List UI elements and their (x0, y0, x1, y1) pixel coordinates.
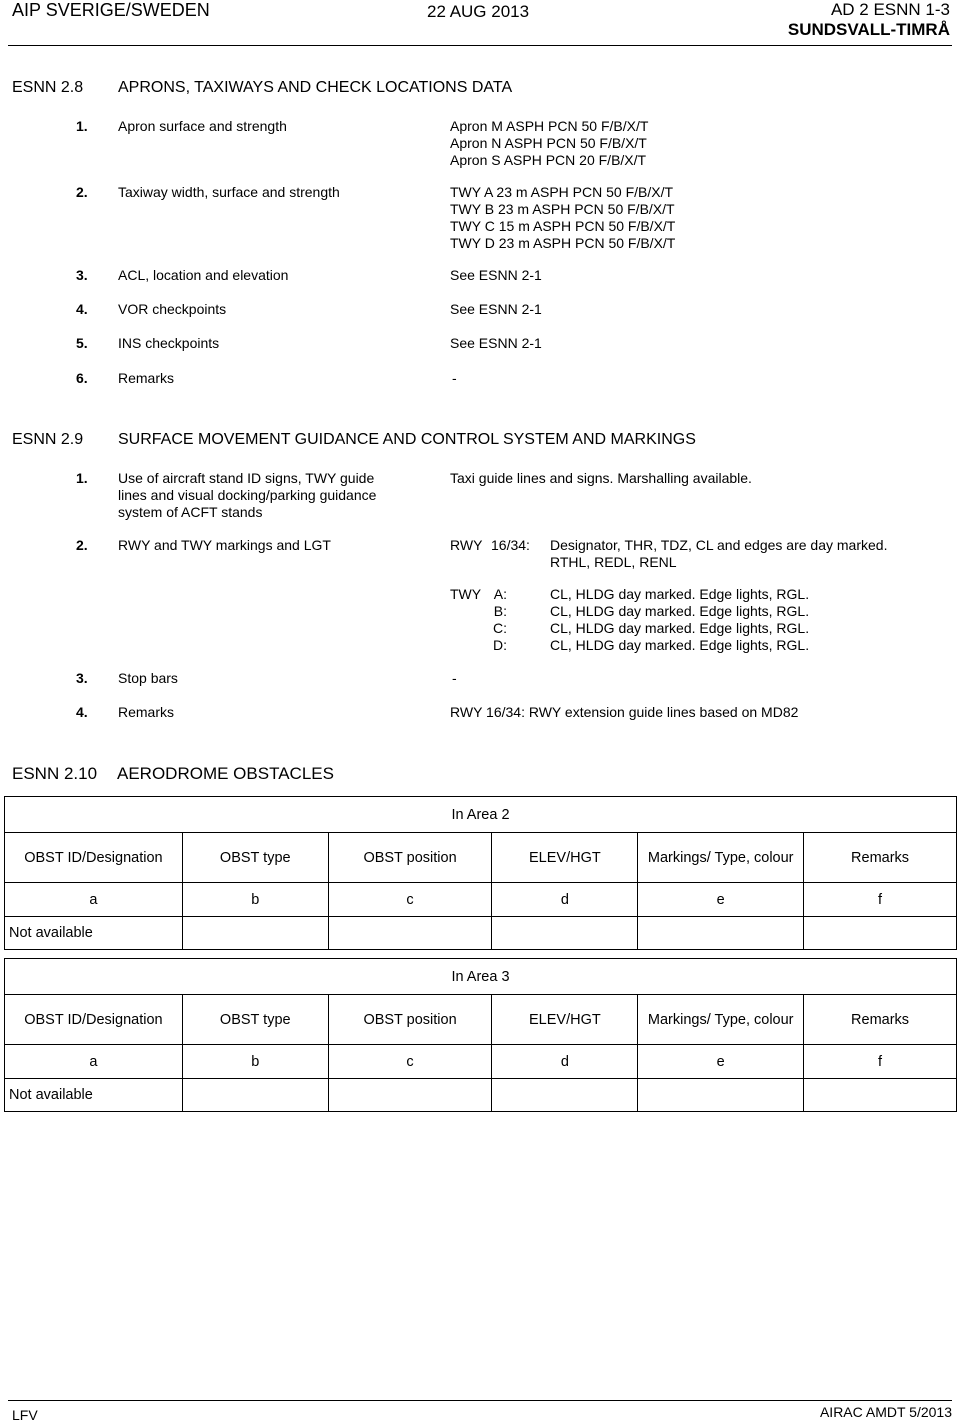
section-number: ESNN 2.9 (12, 431, 84, 448)
twy-ids (489, 586, 507, 654)
column-header: OBST position (328, 833, 492, 883)
item-label: RWY and TWY markings and LGT (118, 537, 331, 553)
table-cell (492, 917, 638, 950)
item-value: See ESNN 2-1 (450, 301, 542, 317)
table-cell (328, 917, 492, 950)
table-cell (182, 1079, 328, 1112)
value-line: TWY B 23 m ASPH PCN 50 F/B/X/T (450, 201, 675, 217)
twy-id: C: (493, 620, 507, 636)
column-header: Markings/ Type, colour (638, 833, 804, 883)
column-header: ELEV/HGT (492, 833, 638, 883)
item-label: Stop bars (118, 670, 178, 686)
section-title: AERODROME OBSTACLES (117, 764, 334, 783)
column-header: OBST ID/Designation (5, 995, 183, 1045)
item-value: RWY 16/34: RWY extension guide lines based on MD82 (450, 704, 799, 720)
item-label: Apron surface and strength (118, 118, 287, 134)
item-value (450, 184, 675, 252)
item-label: ACL, location and elevation (118, 267, 289, 283)
column-letter: b (182, 883, 328, 917)
column-letter: a (5, 883, 183, 917)
footer-amendment: AIRAC AMDT 5/2013 (819, 1404, 952, 1420)
column-header: Remarks (804, 833, 957, 883)
item-label: Remarks (118, 704, 175, 720)
table-cell: Not available (5, 917, 183, 950)
item-value: - (452, 370, 457, 386)
header-page-ref: AD 2 ESNN 1-3 (830, 0, 950, 19)
item-number: 3. (76, 670, 88, 686)
label-line: system of ACFT stands (118, 504, 263, 520)
twy-id: B: (493, 603, 507, 619)
table-area-title: In Area 2 (5, 797, 957, 833)
value-line: Apron N ASPH PCN 50 F/B/X/T (450, 135, 647, 151)
column-header: OBST position (328, 995, 492, 1045)
twy-id: A: (493, 586, 507, 602)
section-number: ESNN 2.10 (12, 764, 98, 783)
twy-id: D: (493, 637, 507, 653)
column-header: Remarks (804, 995, 957, 1045)
value-line: TWY A 23 m ASPH PCN 50 F/B/X/T (450, 184, 674, 200)
header-date: 22 AUG 2013 (427, 2, 530, 21)
column-header: OBST type (182, 995, 328, 1045)
value-line: CL, HLDG day marked. Edge lights, RGL. (550, 620, 810, 636)
table-cell (638, 917, 804, 950)
value-line: Apron S ASPH PCN 20 F/B/X/T (450, 152, 647, 168)
item-label: Taxiway width, surface and strength (118, 184, 340, 200)
item-value (450, 118, 648, 169)
item-label (118, 470, 376, 521)
value-line: RTHL, REDL, RENL (550, 554, 677, 570)
column-letter: b (182, 1045, 328, 1079)
obstacle-table-area-3 (4, 958, 957, 1112)
table-area-title: In Area 3 (5, 959, 957, 995)
value-line: CL, HLDG day marked. Edge lights, RGL. (550, 603, 810, 619)
value-line: Designator, THR, TDZ, CL and edges are day marked. (550, 537, 888, 553)
table-cell (804, 917, 957, 950)
item-number: 1. (76, 470, 88, 486)
column-letter: a (5, 1045, 183, 1079)
item-number: 1. (76, 118, 88, 134)
table-cell (182, 917, 328, 950)
item-number: 5. (76, 335, 88, 351)
header-aerodrome: SUNDSVALL-TIMRÅ (787, 20, 950, 39)
section-number: ESNN 2.8 (12, 79, 84, 96)
item-number: 6. (76, 370, 88, 386)
header-divider (8, 45, 952, 46)
table-cell (804, 1079, 957, 1112)
item-label: VOR checkpoints (118, 301, 227, 317)
rwy-id: 16/34: (491, 537, 530, 553)
column-letter: d (492, 1045, 638, 1079)
item-number: 2. (76, 537, 88, 553)
table-cell (638, 1079, 804, 1112)
value-line: TWY D 23 m ASPH PCN 50 F/B/X/T (450, 235, 676, 251)
section-title: SURFACE MOVEMENT GUIDANCE AND CONTROL SYSTEM AND MARKINGS (118, 431, 696, 448)
item-value: - (452, 670, 457, 686)
value-line: CL, HLDG day marked. Edge lights, RGL. (550, 586, 810, 602)
label-line: lines and visual docking/parking guidance (118, 487, 377, 503)
header-publication: AIP SVERIGE/SWEDEN (12, 0, 210, 20)
footer-publisher: LFV (12, 1407, 38, 1423)
column-letter: c (328, 1045, 492, 1079)
column-letter: f (804, 1045, 957, 1079)
twy-prefix: TWY (450, 586, 482, 602)
table-cell: Not available (5, 1079, 183, 1112)
item-number: 4. (76, 704, 88, 720)
column-header: ELEV/HGT (492, 995, 638, 1045)
item-value: Taxi guide lines and signs. Marshalling available. (450, 470, 752, 486)
column-header: OBST type (182, 833, 328, 883)
item-number: 3. (76, 267, 88, 283)
section-title: APRONS, TAXIWAYS AND CHECK LOCATIONS DATA (118, 79, 513, 96)
label-line: Use of aircraft stand ID signs, TWY guide (118, 470, 375, 486)
twy-markings (550, 586, 809, 654)
column-letter: f (804, 883, 957, 917)
rwy-prefix: RWY (450, 537, 483, 553)
column-header: Markings/ Type, colour (638, 995, 804, 1045)
header-right (788, 0, 950, 40)
column-letter: c (328, 883, 492, 917)
value-line: TWY C 15 m ASPH PCN 50 F/B/X/T (450, 218, 676, 234)
table-cell (492, 1079, 638, 1112)
column-letter: e (638, 1045, 804, 1079)
column-letter: e (638, 883, 804, 917)
item-value: See ESNN 2-1 (450, 267, 542, 283)
item-value: See ESNN 2-1 (450, 335, 542, 351)
footer-divider (8, 1400, 952, 1401)
value-line: Apron M ASPH PCN 50 F/B/X/T (450, 118, 649, 134)
rwy-markings (550, 537, 887, 571)
item-number: 2. (76, 184, 88, 200)
column-letter: d (492, 883, 638, 917)
table-cell (328, 1079, 492, 1112)
item-label: Remarks (118, 370, 175, 386)
item-number: 4. (76, 301, 88, 317)
value-line: CL, HLDG day marked. Edge lights, RGL. (550, 637, 810, 653)
obstacle-table-area-2 (4, 796, 957, 950)
item-label: INS checkpoints (118, 335, 220, 351)
column-header: OBST ID/Designation (5, 833, 183, 883)
